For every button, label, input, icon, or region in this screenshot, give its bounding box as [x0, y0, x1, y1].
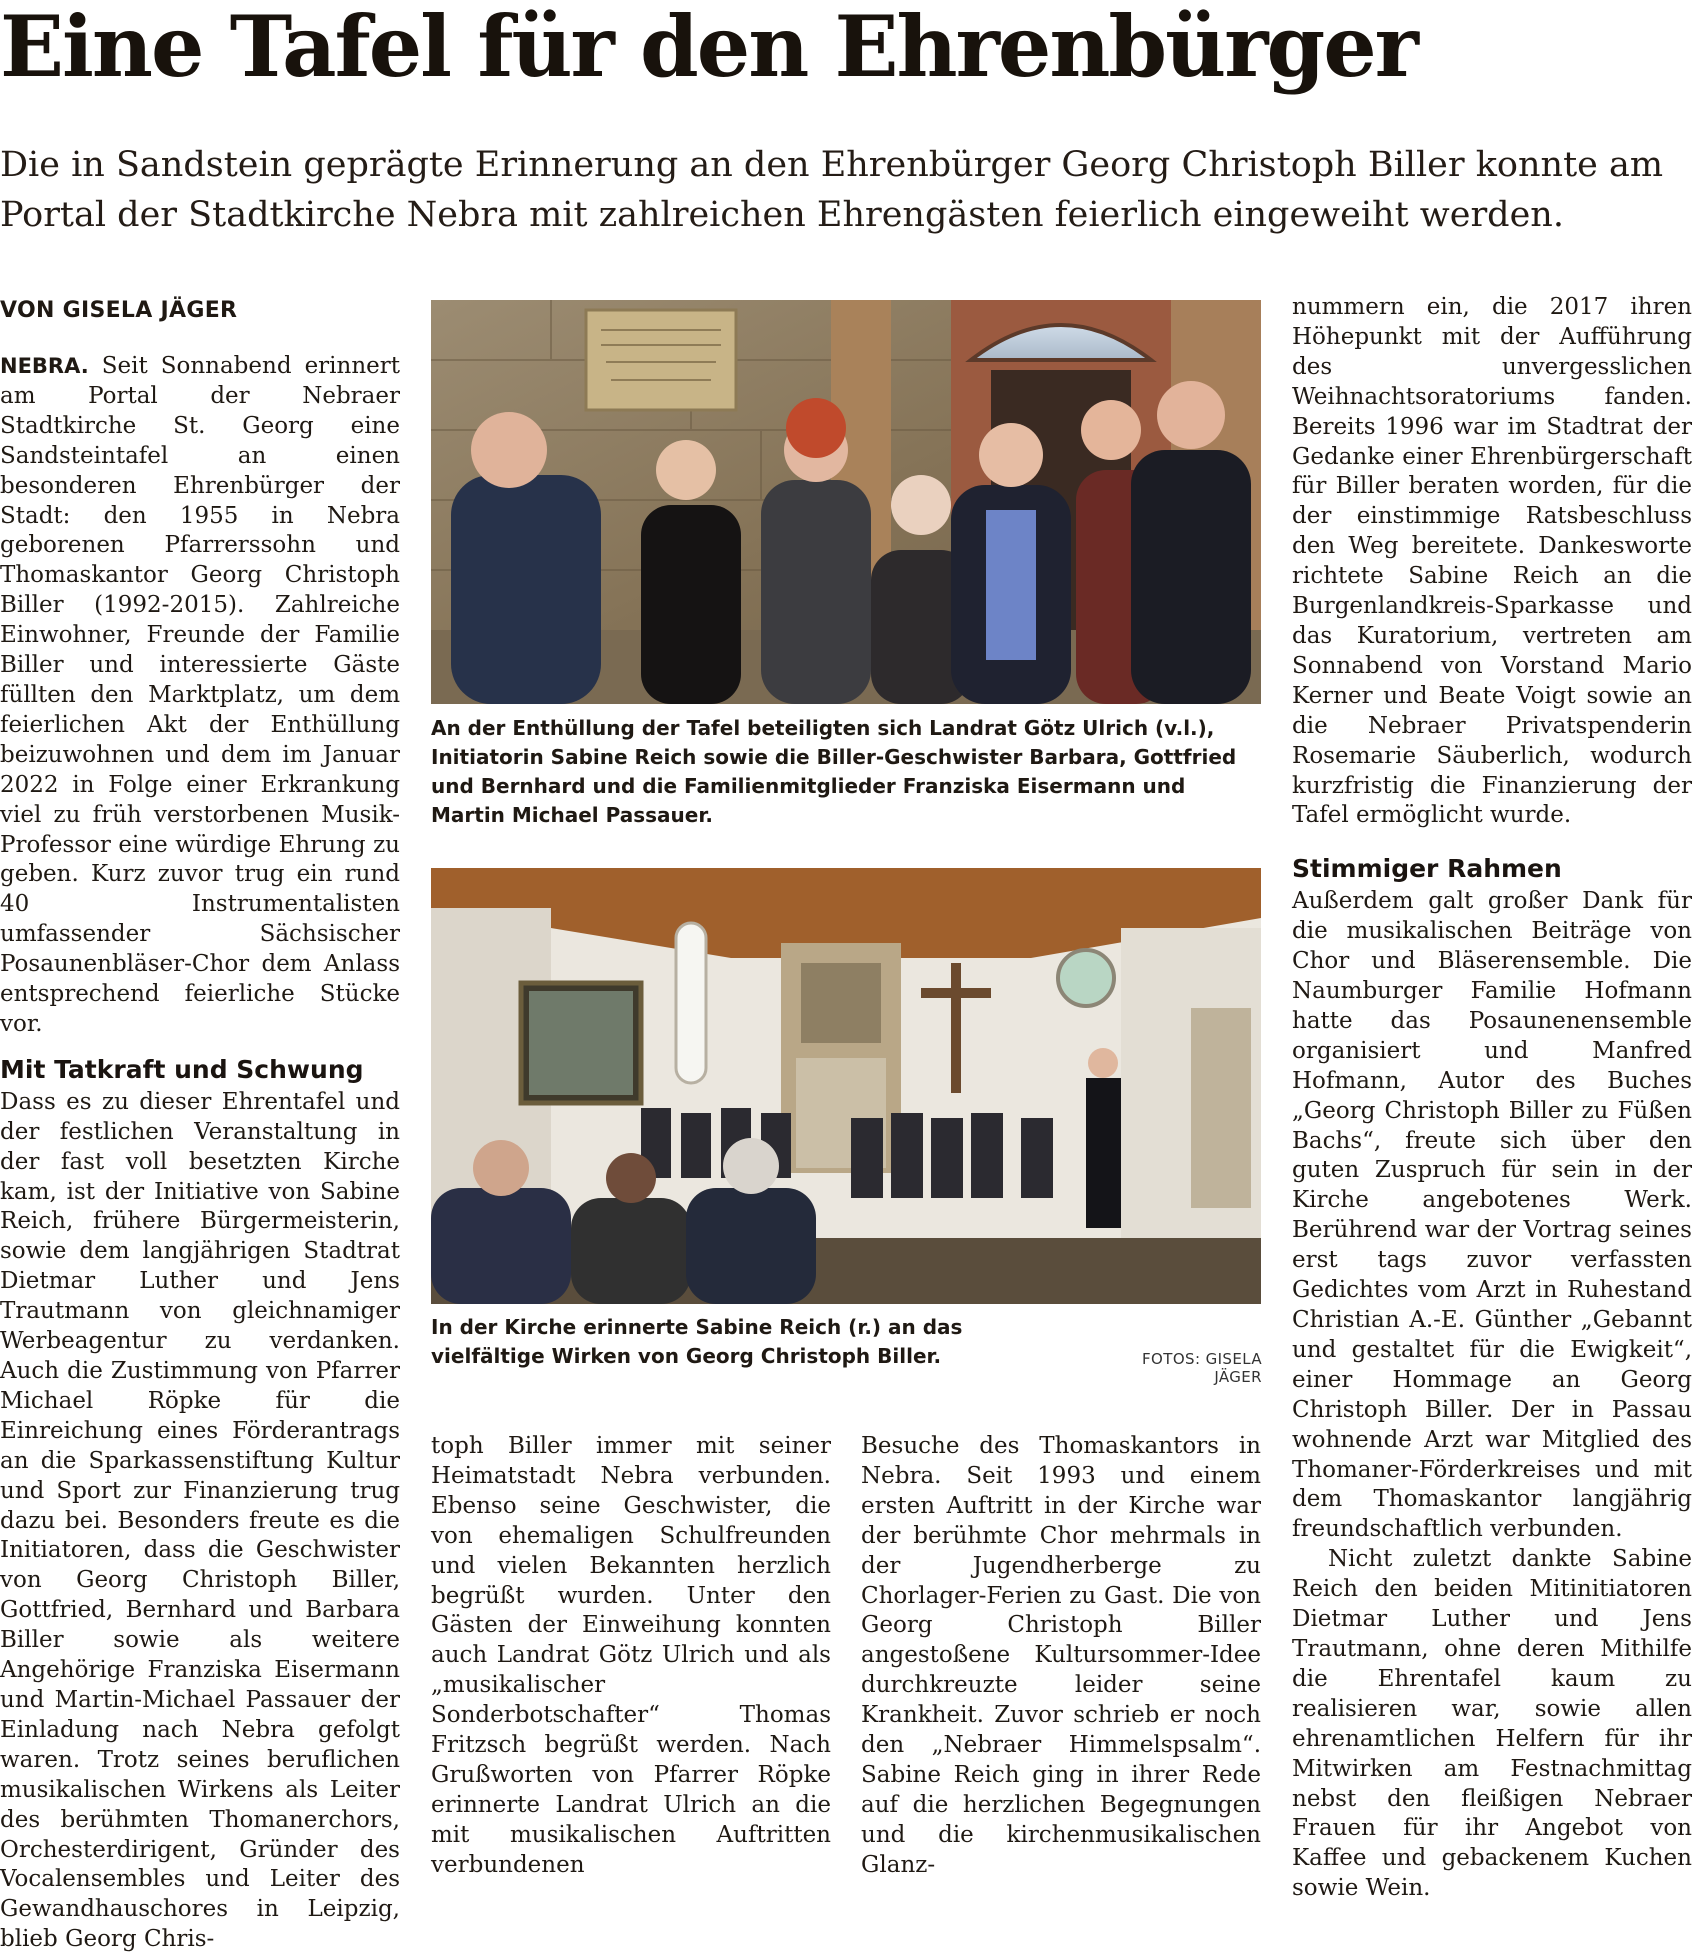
photo-church-illustration	[431, 868, 1261, 1304]
photo-church-caption: In der Kirche erinnerte Sabine Reich (r.) an das vielfältige Wirken von Georg Christoph Biller.	[431, 1315, 963, 1368]
subhead-tatkraft: Mit Tatkraft und Schwung	[0, 1054, 364, 1084]
photo-unveiling	[431, 300, 1261, 704]
paragraph: Nicht zuletzt dankte Sabine Reich den beiden Mitinitiatoren Dietmar Luther und Jens Trautmann, ohne deren Mithilfe die Ehrentafel kaum zu realisieren war, sowie allen ehrenamtlichen Helfern für ihr Mitwirken am Festnachmittag nebst den fleißigen Nebraer Frauen für ihr Angebot von Kaffee und gebackenem Kuchen sowie Wein.	[1292, 1546, 1692, 1902]
column-4	[1292, 293, 1692, 1902]
paragraph: toph Biller immer mit seiner Heimatstadt Nebra verbunden. Ebenso seine Geschwister, die von ehemaligen Schulfreunden und vielen Bekannten herzlich begrüßt wurden. Unter den Gästen der Einweihung konnten auch Landrat Götz Ulrich und als „musikalischer Sonderbotschafter“ Thomas Fritzsch begrüßt werden. Nach Grußworten von Pfarrer Röpke erinnerte Landrat Ulrich an die mit musikalischen Auftritten verbundenen	[431, 1433, 831, 1878]
lead-paragraph: Die in Sandstein geprägte Erinnerung an den Ehrenbürger Georg Christoph Biller konnte am Portal der Stadtkirche Nebra mit zahlreichen Ehrengästen feierlich eingeweiht werden.	[0, 145, 1664, 235]
photo-unveiling-illustration	[431, 300, 1261, 704]
paragraph	[0, 352, 400, 1040]
dateline: NEBRA.	[0, 354, 89, 378]
author-byline: VON GISELA JÄGER	[0, 298, 238, 323]
photo-credit: FOTOS: GISELA JÄGER	[1142, 1350, 1262, 1386]
column-2	[431, 1432, 831, 1878]
column-3	[861, 1432, 1261, 1878]
photo-church-interior	[431, 868, 1261, 1304]
paragraph: Außerdem galt großer Dank für die musikalischen Beiträge von Chor und Bläserensemble. Die Naumburger Familie Hofmann hatte das Posaunenensemble organisiert und Manfred Hofmann, Autor des Buches „Georg Christoph Biller zu Füßen Bachs“, freute sich über den guten Zuspruch für sein in der Kirche angebotenes Werk. Berührend war der Vortrag seines erst tags zuvor verfassten Gedichtes vom Arzt in Ruhestand Christian A.-E. Günther „Gebannt und gestaltet für die Ewigkeit“, einer Hommage an Georg Christoph Biller. Der in Passau wohnende Arzt war Mitglied des Thomaner-Förderkreises und mit dem Thomaskantor langjährig freundschaftlich verbunden.	[1292, 888, 1692, 1543]
headline: Eine Tafel für den Ehrenbürger	[0, 0, 1417, 96]
column-1	[0, 352, 401, 1953]
paragraph: Dass es zu dieser Ehrentafel und der festlichen Veranstaltung in der fast voll besetzten Kirche kam, ist der Initiative von Sabine Reich, frühere Bürgermeisterin, sowie dem langjährigen Stadtrat Dietmar Luther und Jens Trautmann von gleichnamiger Werbeagentur zu verdanken. Auch die Zustimmung von Pfarrer Michael Röpke für die Einreichung eines Förderantrags an die Sparkassenstiftung Kultur und Sport zur Finanzierung trug dazu bei. Besonders freute es die Initiatoren, dass die Geschwister von Georg Christoph Biller, Gottfried, Bernhard und Barbara Biller sowie als weitere Angehörige Franziska Eisermann und Martin-Michael Passauer der Einladung nach Nebra gefolgt waren. Trotz seines beruflichen musikalischen Wirkens als Leiter des berühmten Thomanerchors, Orchesterdirigent, Gründer des Vocalensembles und Leiter des Gewandhauschores in Leipzig, blieb Georg Chris-	[0, 1088, 400, 1953]
paragraph: Besuche des Thomaskantors in Nebra. Seit 1993 und einem ersten Auftritt in der Kirche war der berühmte Chor mehrmals in der Jugendherberge zu Chorlager-Ferien zu Gast. Die von Georg Christoph Biller angestoßene Kultursommer-Idee durchkreuzte leider seine Krankheit. Zuvor schrieb er noch den „Nebraer Himmelspsalm“. Sabine Reich ging in ihrer Rede auf die herzlichen Begegnungen und die kirchenmusikalischen Glanz-	[861, 1433, 1261, 1878]
photo-unveiling-caption: An der Enthüllung der Tafel beteiligten sich Landrat Götz Ulrich (v.l.), Initiatorin Sabine Reich sowie die Biller-Geschwister Barbara, Gottfried und Bernhard und die Familienmitglieder Franziska Eisermann und Martin Michael Passauer.	[431, 716, 1237, 827]
paragraph-text: Seit Sonnabend erinnert am Portal der Nebraer Stadtkirche St. Georg eine Sandsteintafel an einen besonderen Ehrenbürger der Stadt: den 1955 in Nebra geborenen Pfarrerssohn und Thomaskantor Georg Christoph Biller (1992-2015). Zahlreiche Einwohner, Freunde der Familie Biller und interessierte Gäste füllten den Marktplatz, um dem feierlichen Akt der Enthüllung beizuwohnen und dem im Januar 2022 in Folge einer Erkrankung viel zu früh verstorbenen Musik-Professor eine würdige Ehrung zu geben. Kurz zuvor trug ein rund 40 Instrumentalisten umfassender Sächsischer Posaunenbläser-Chor dem Anlass entsprechend feierliche Stücke vor.	[0, 353, 401, 1037]
subhead-rahmen: Stimmiger Rahmen	[1292, 854, 1562, 884]
paragraph: nummern ein, die 2017 ihren Höhepunkt mit der Aufführung des unvergesslichen Weihnachtsoratoriums fanden. Bereits 1996 war im Stadtrat der Gedanke einer Ehrenbürgerschaft für Biller beraten worden, für die der einstimmige Ratsbeschluss den Weg bereitete. Dankesworte richtete Sabine Reich an die Burgenlandkreis-Sparkasse und das Kuratorium, vertreten am Sonnabend von Vorstand Mario Kerner und Beate Voigt sowie an die Nebraer Privatspenderin Rosemarie Säuberlich, wodurch kurzfristig die Finanzierung der Tafel ermöglicht wurde.	[1292, 294, 1692, 829]
